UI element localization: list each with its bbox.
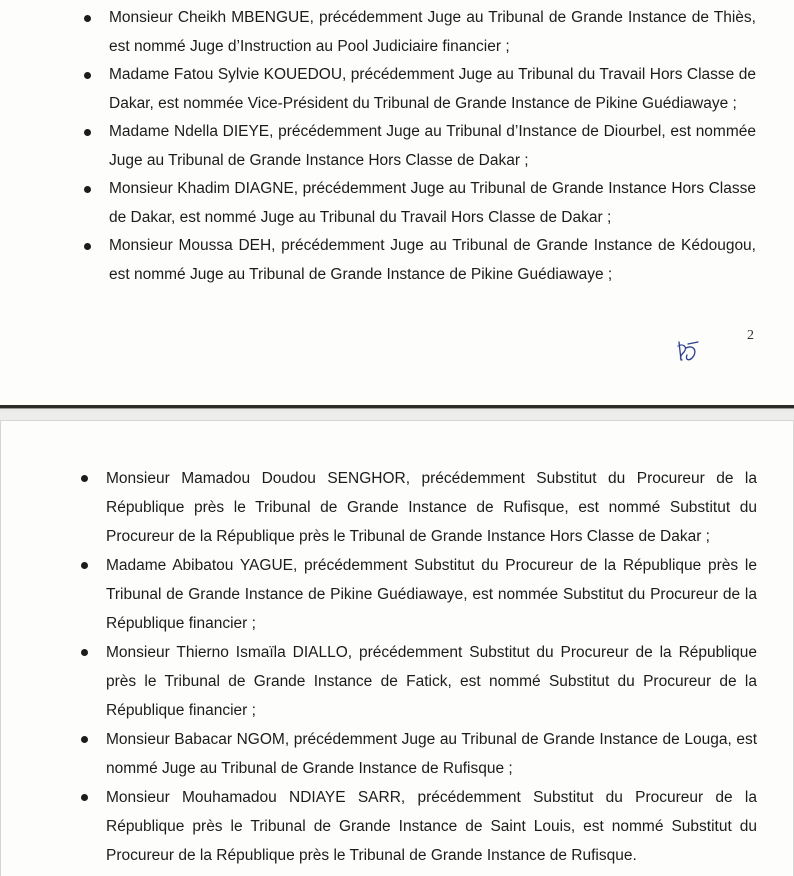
list-item-text: Monsieur Khadim DIAGNE, précédemment Juge au Tribunal de Grande Instance Hors Classe de Dakar, est nommé Juge au Tribunal du Travail Hors Classe de Dakar ; (109, 180, 756, 226)
list-item-text: Monsieur Cheikh MBENGUE, précédemment Juge au Tribunal de Grande Instance de Thiès, est nommé Juge d’Instruction au Pool Judiciaire financier ; (109, 9, 756, 55)
appointment-list-page-1 (84, 4, 756, 289)
bullet-icon (84, 243, 91, 250)
list-item-text: Madame Ndella DIEYE, précédemment Juge au Tribunal d’Instance de Diourbel, est nommée Juge au Tribunal de Grande Instance Hors Classe de Dakar ; (109, 123, 756, 169)
bullet-icon (81, 562, 88, 569)
list-item-text: Monsieur Thierno Ismaïla DIALLO, précédemment Substitut du Procureur de la République près le Tribunal de Grande Instance de Fatick, est nommé Substitut du Procureur de la République financier ; (106, 644, 757, 719)
list-item-text: Monsieur Moussa DEH, précédemment Juge au Tribunal de Grande Instance de Kédougou, est nommé Juge au Tribunal de Grande Instance de Pikine Guédiawaye ; (109, 237, 756, 283)
list-item (84, 175, 756, 232)
handwritten-initials (674, 338, 702, 366)
list-item-text: Monsieur Mouhamadou NDIAYE SARR, précédemment Substitut du Procureur de la République près le Tribunal de Grande Instance de Saint Louis, est nommé Substitut du Procureur de la République près le Tribunal de Grande Instance de Rufisque. (106, 789, 757, 864)
list-item (84, 61, 756, 118)
list-item-text: Madame Abibatou YAGUE, précédemment Substitut du Procureur de la République près le Tribunal de Grande Instance de Pikine Guédiawaye, est nommée Substitut du Procureur de la République financier ; (106, 557, 757, 632)
list-item (81, 551, 757, 638)
list-item (81, 783, 757, 870)
bullet-icon (84, 15, 91, 22)
list-item (81, 638, 757, 725)
page-gap (0, 411, 794, 420)
document-page-2 (0, 420, 794, 876)
bullet-icon (81, 736, 88, 743)
list-item (84, 232, 756, 289)
list-item (84, 4, 756, 61)
bullet-icon (81, 794, 88, 801)
list-item-text: Monsieur Babacar NGOM, précédemment Juge au Tribunal de Grande Instance de Louga, est nommé Juge au Tribunal de Grande Instance de Rufisque ; (106, 731, 757, 777)
page-number: 2 (747, 328, 754, 343)
bullet-icon (81, 475, 88, 482)
appointment-list-page-2 (81, 464, 757, 870)
bullet-icon (84, 129, 91, 136)
bullet-icon (84, 72, 91, 79)
list-item (81, 725, 757, 783)
list-item (81, 464, 757, 551)
bullet-icon (81, 649, 88, 656)
document-page-1 (0, 0, 794, 408)
list-item-text: Madame Fatou Sylvie KOUEDOU, précédemment Juge au Tribunal du Travail Hors Classe de Dakar, est nommée Vice-Président du Tribunal de Grande Instance de Pikine Guédiawaye ; (109, 66, 756, 112)
list-item (84, 118, 756, 175)
list-item-text: Monsieur Mamadou Doudou SENGHOR, précédemment Substitut du Procureur de la République près le Tribunal de Grande Instance de Rufisque, est nommé Substitut du Procureur de la République près le Tribunal de Grande Instance Hors Classe de Dakar ; (106, 470, 757, 545)
bullet-icon (84, 186, 91, 193)
